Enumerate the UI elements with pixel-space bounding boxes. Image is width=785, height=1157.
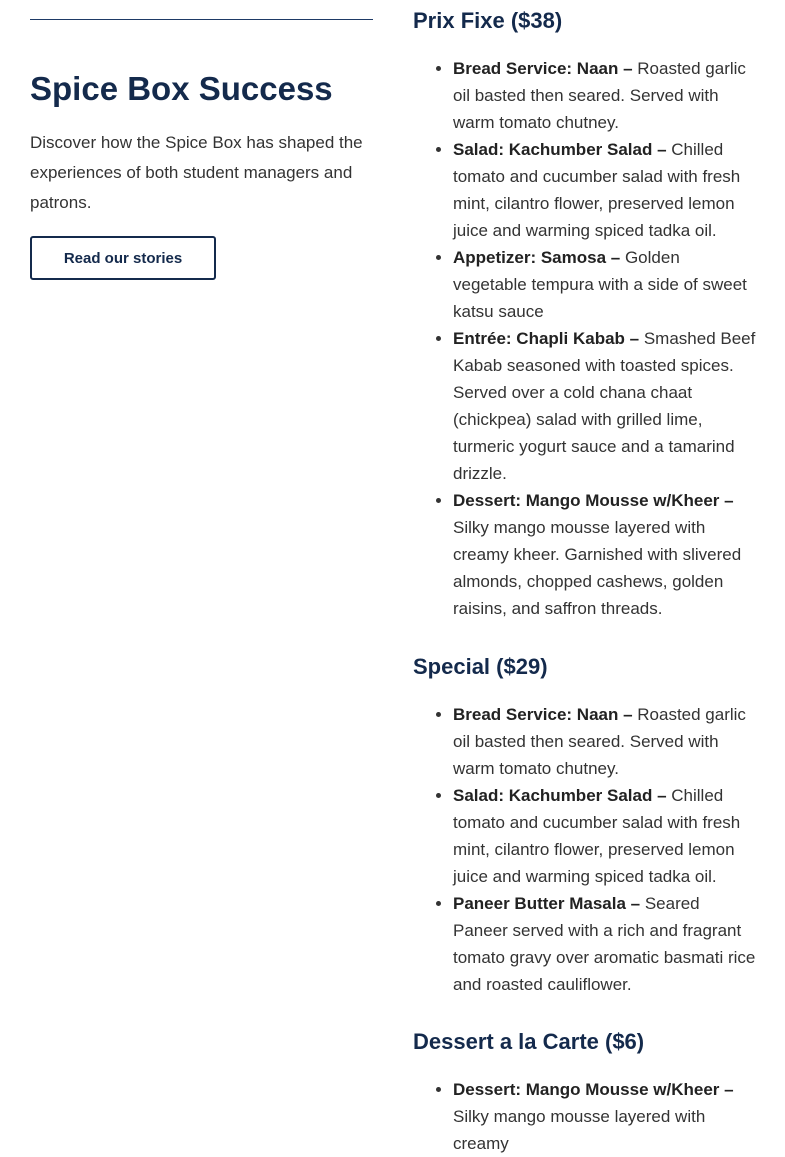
list-item [453,244,758,325]
item-name: Dessert: Mango Mousse w/Kheer – [453,1080,734,1099]
item-description: Silky mango mousse layered with creamy kheer. Garnished with slivered almonds, chopped cashews, golden raisins, and saffron threads. [453,518,742,618]
list-item [453,487,758,622]
item-description: Chilled tomato and cucumber salad with fresh mint, cilantro flower, preserved lemon juice and warming spiced tadka oil. [453,140,741,240]
list-item [453,890,758,998]
menu-list-dessert [413,1076,758,1157]
item-name: Salad: Kachumber Salad – [453,140,667,159]
item-description: Roasted garlic oil basted then seared. Served with warm tomato chutney. [453,705,746,778]
item-description: Smashed Beef Kabab seasoned with toasted spices. Served over a cold chana chaat (chickpea) salad with grilled lime, turmeric yogurt sauce and a tamarind drizzle. [453,329,756,483]
item-name: Appetizer: Samosa – [453,248,621,267]
menu-heading-prix-fixe: Prix Fixe ($38) [413,8,563,33]
promo-description: Discover how the Spice Box has shaped the experiences of both student managers and patrons. [30,133,363,212]
list-item [453,136,758,244]
menu-list-prix-fixe [413,55,758,622]
item-description: Silky mango mousse layered with creamy [453,1107,706,1153]
item-name: Salad: Kachumber Salad – [453,786,667,805]
item-name: Dessert: Mango Mousse w/Kheer – [453,491,734,510]
list-item [453,55,758,136]
item-name: Bread Service: Naan – [453,59,633,78]
item-description: Golden vegetable tempura with a side of sweet katsu sauce [453,248,747,321]
item-description: Chilled tomato and cucumber salad with fresh mint, cilantro flower, preserved lemon juice and warming spiced tadka oil. [453,786,741,886]
item-name: Paneer Butter Masala – [453,894,641,913]
list-item [453,701,758,782]
section-divider [30,19,373,20]
item-description: Seared Paneer served with a rich and fragrant tomato gravy over aromatic basmati rice and roasted cauliflower. [453,894,756,994]
item-name: Bread Service: Naan – [453,705,633,724]
promo-title: Spice Box Success [30,70,333,107]
menu-list-special [413,701,758,998]
item-name: Entrée: Chapli Kabab – [453,329,640,348]
list-item [453,1076,758,1157]
list-item [453,782,758,890]
item-description: Roasted garlic oil basted then seared. Served with warm tomato chutney. [453,59,746,132]
menu-heading-dessert: Dessert a la Carte ($6) [413,1029,645,1054]
menu-heading-special: Special ($29) [413,654,548,679]
list-item [453,325,758,487]
read-stories-button[interactable]: Read our stories [30,236,216,280]
